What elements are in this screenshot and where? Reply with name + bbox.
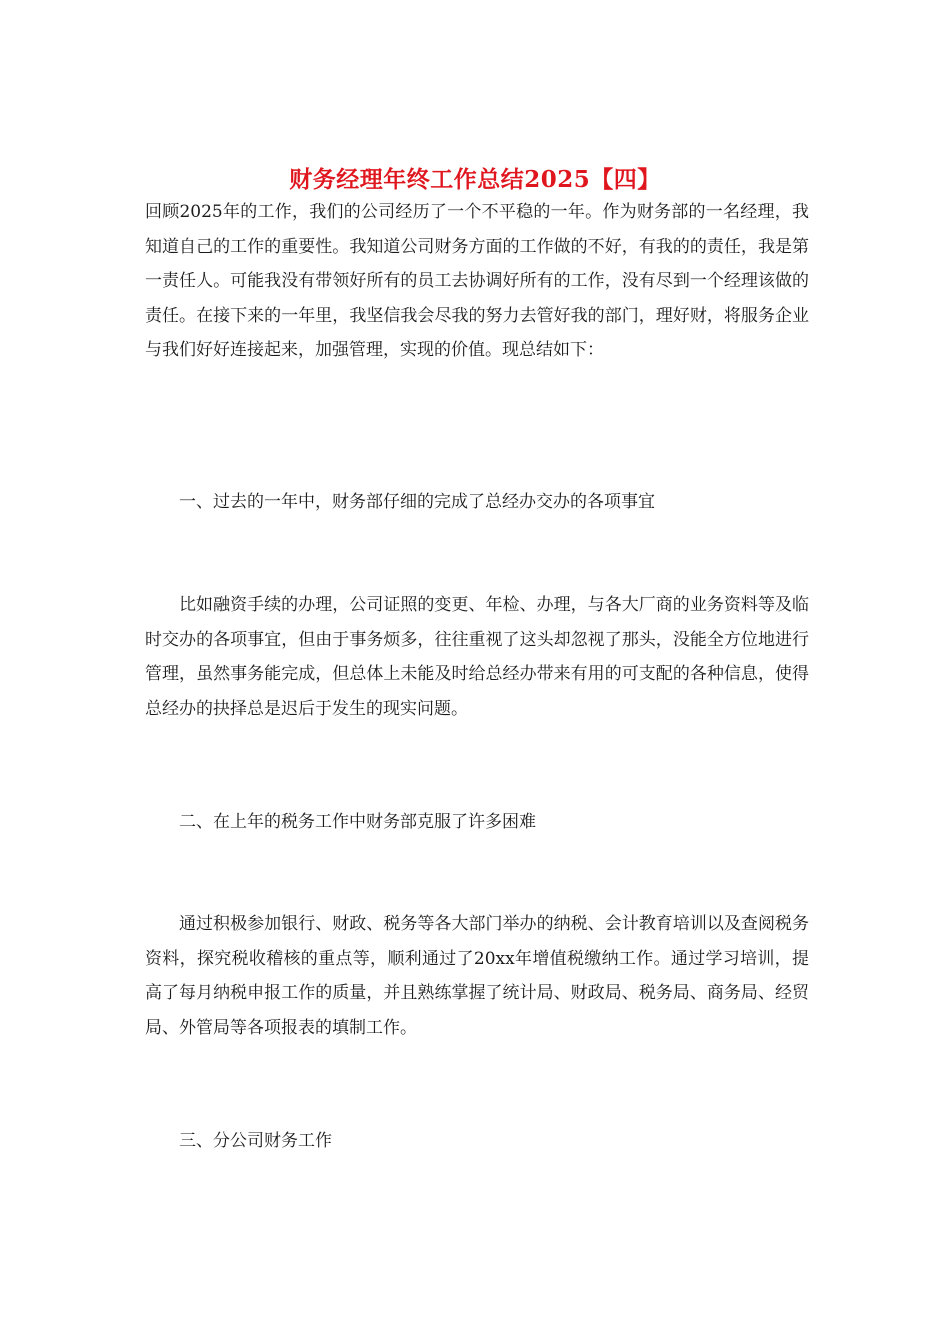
- intro-paragraph: 回顾2025年的工作，我们的公司经历了一个不平稳的一年。作为财务部的一名经理，我知道自己的工作的重要性。我知道公司财务方面的工作做的不好，有我的的责任，我是第一责任人。可能我没有带领好所有的员工去协调好所有的工作，没有尽到一个经理该做的责任。在接下来的一年里，我坚信我会尽我的努力去管好我的部门，理好财，将服务企业与我们好好连接起来，加强管理，实现的价值。现总结如下：: [145, 202, 809, 360]
- section-heading-1: 一、过去的一年中，财务部仔细的完成了总经办交办的各项事宜: [179, 492, 655, 512]
- section-body-1: 比如融资手续的办理，公司证照的变更、年检、办理，与各大厂商的业务资料等及临时交办的各项事宜，但由于事务烦多，往往重视了这头却忽视了那头，没能全方位地进行管理，虽然事务能完成，但总体上未能及时给总经办带来有用的可支配的各种信息，使得总经办的抉择总是迟后于发生的现实问题。: [145, 595, 809, 719]
- section-body-2: 通过积极参加银行、财政、税务等各大部门举办的纳税、会计教育培训以及查阅税务资料，探究税收稽核的重点等，顺利通过了20xx年增值税缴纳工作。通过学习培训，提高了每月纳税申报工作的质量，并且熟练掌握了统计局、财政局、税务局、商务局、经贸局、外管局等各项报表的填制工作。: [145, 914, 809, 1038]
- section-heading-2: 二、在上年的税务工作中财务部克服了许多困难: [179, 812, 536, 832]
- section-heading-3: 三、分公司财务工作: [179, 1131, 332, 1151]
- document-title: 财务经理年终工作总结2025【四】: [289, 166, 661, 194]
